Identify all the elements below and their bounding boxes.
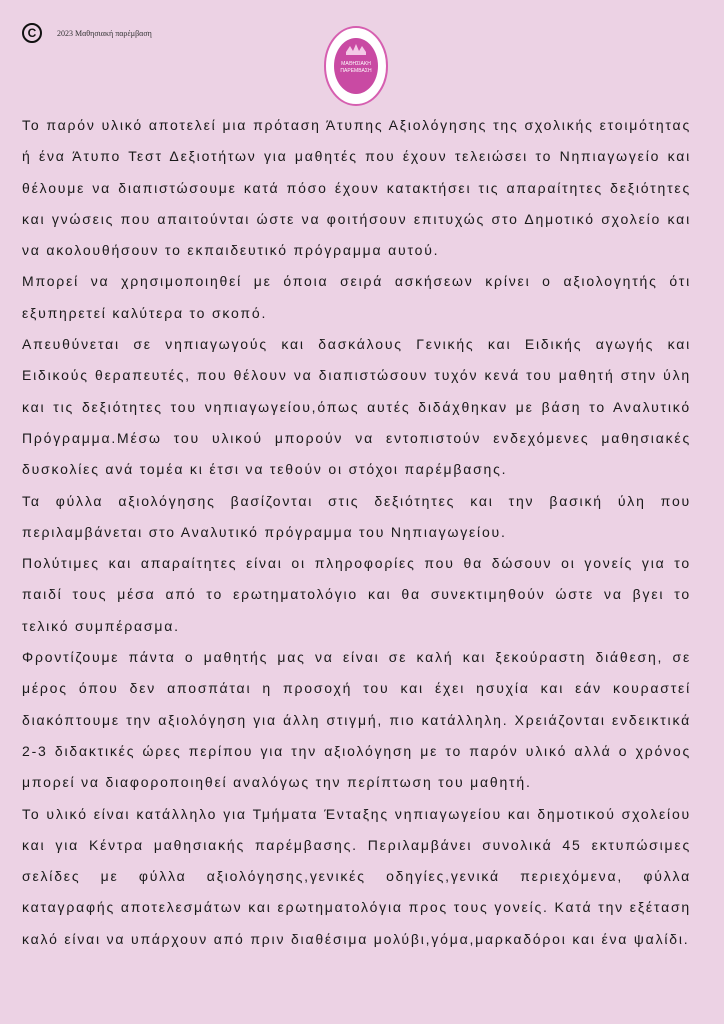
header-copyright-text: 2023 Μαθησιακή παρέμβαση — [57, 29, 152, 38]
paragraph-intro: Το παρόν υλικό αποτελεί μια πρόταση Άτυπης Αξιολόγησης της σχολικής ετοιμότητας ή ένα Άτυπο Τεστ Δεξιοτήτων για μαθητές που έχουν τελειώσει το Νηπιαγωγείο και θέλουμε να διαπιστώσουμε κατά πόσο έχουν κατακτήσει τις απαραίτητες δεξιότητες και γνώσεις που απαιτούνται ώστε να φοιτήσουν επιτυχώς στο Δημοτικό σχολείο και να ακολουθήσουν το εκπαιδευτικό πρόγραμμα αυτού. — [22, 117, 691, 259]
logo-text-line2: ΠΑΡΕΜΒΑΣΗ — [340, 68, 372, 74]
logo — [324, 26, 388, 106]
paragraph-basis: Τα φύλλα αξιολόγησης βασίζονται στις δεξιότητες και την βασική ύλη που περιλαμβάνεται στο Αναλυτικό πρόγραμμα του Νηπιαγωγείου. — [22, 492, 691, 540]
paragraph-parents: Πολύτιμες και απαραίτητες είναι οι πληροφορίες που θα δώσουν οι γονείς για το παιδί τους μέσα από το ερωτηματολόγιο και θα συνεκτιμηθούν ώστε να βγει το τελικό συμπέρασμα. — [22, 555, 691, 634]
paragraph-audience: Απευθύνεται σε νηπιαγωγούς και δασκάλους Γενικής και Ειδικής αγωγής και Ειδικούς θεραπευτές, που θέλουν να διαπιστώσουν τυχόν κενά του μαθητή στην ύλη και τις δεξιότητες του νηπιαγωγείου,όπως αυτές διδάχθηκαν με βάση το Αναλυτικό Πρόγραμμα.Μέσω του υλικού μπορούν να εντοπιστούν ενδεχόμενες μαθησιακές δυσκολίες ανά τομέα κι έτσι να τεθούν οι στόχοι παρέμβασης. — [22, 336, 691, 478]
copyright-icon: C — [22, 23, 42, 43]
paragraph-conditions: Φροντίζουμε πάντα ο μαθητής μας να είναι σε καλή και ξεκούραστη διάθεση, σε μέρος όπου δεν αποσπάται η προσοχή του και έχει ησυχία και εάν κουραστεί διακόπτουμε την αξιολόγηση για άλλη στιγμή, πιο κατάλληλη. Χρειάζονται ενδεικτικά 2-3 διδακτικές ώρες περίπου για την αξιολόγηση με το παρόν υλικό αλλά ο χρόνος μπορεί να διαφοροποιηθεί αναλόγως την περίπτωση του μαθητή. — [22, 649, 691, 791]
paragraph-contents: Το υλικό είναι κατάλληλο για Τμήματα Ένταξης νηπιαγωγείου και δημοτικού σχολείου και για Κέντρα μαθησιακής παρέμβασης. Περιλαμβάνει συνολικά 45 εκτυπώσιμες σελίδες με φύλλα αξιολόγησης,γενικές οδηγίες,γενικά περιεχόμενα, φύλλα καταγραφής αποτελεσμάτων και ερωτηματολόγια προς τους γονείς. Κατά την εξέταση καλό είναι να υπάρχουν από πριν διαθέσιμα μολύβι,γόμα,μαρκαδόροι και ένα ψαλίδι. — [22, 805, 691, 947]
document-body — [22, 110, 691, 955]
paragraph-usage: Μπορεί να χρησιμοποιηθεί με όποια σειρά ασκήσεων κρίνει ο αξιολογητής ότι εξυπηρετεί καλύτερα το σκοπό. — [22, 273, 691, 321]
logo-text-line1: ΜΑΘΗΣΙΑΚΗ — [341, 61, 371, 67]
